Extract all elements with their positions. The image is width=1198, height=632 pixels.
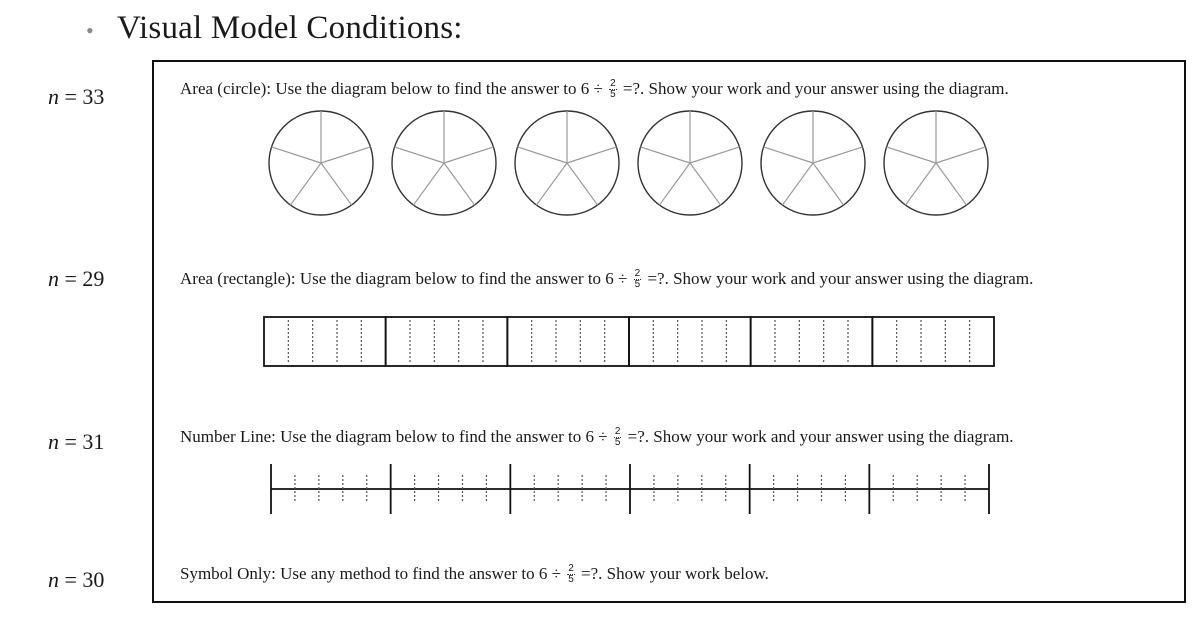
- circle-spoke: [321, 163, 352, 205]
- fraction-rectangle: [507, 317, 629, 366]
- prompt-rectangle: Area (rectangle): Use the diagram below to find the answer to 6 ÷ $\frac{2}{5}$ =?. Show your work and your answer using the diagram.: [180, 267, 1034, 290]
- n-label-symbol: n = 30: [48, 567, 105, 592]
- circle-spoke: [536, 163, 567, 205]
- circle-spoke: [782, 163, 813, 205]
- fraction-rectangle: [386, 317, 508, 366]
- prompt-symbol: Symbol Only: Use any method to find the answer to 6 ÷ $\frac{2}{5}$ =?. Show your work below.: [180, 562, 769, 585]
- fraction-rectangle: [872, 317, 994, 366]
- circle-spoke: [641, 147, 690, 163]
- fraction-rectangle: [629, 317, 751, 366]
- circle-spoke: [690, 163, 721, 205]
- fraction-rectangle: [264, 317, 386, 366]
- circle-spoke: [395, 147, 444, 163]
- fraction-rectangle: [751, 317, 873, 366]
- circle-spoke: [764, 147, 813, 163]
- n-label-rectangle: n = 29: [48, 266, 105, 291]
- circle-spoke: [936, 163, 967, 205]
- circle-spoke: [518, 147, 567, 163]
- circle-spoke: [887, 147, 936, 163]
- circle-spoke: [813, 163, 844, 205]
- circle-spoke: [813, 147, 862, 163]
- circle-spoke: [905, 163, 936, 205]
- circle-spoke: [567, 147, 616, 163]
- circle-spoke: [567, 163, 598, 205]
- prompt-number-line: Number Line: Use the diagram below to find the answer to 6 ÷ $\frac{2}{5}$ =?. Show your work and your answer using the diagram.: [180, 425, 1014, 448]
- circle-spoke: [444, 163, 475, 205]
- circle-spoke: [444, 147, 493, 163]
- n-label-number-line: n = 31: [48, 429, 105, 454]
- circle-spoke: [290, 163, 321, 205]
- fraction-two-fifths: $\frac{2}{5}$: [614, 425, 621, 448]
- prompt-circle: Area (circle): Use the diagram below to find the answer to 6 ÷ $\frac{2}{5}$ =?. Show your work and your answer using the diagram.: [180, 77, 1009, 100]
- circle-spoke: [936, 147, 985, 163]
- circle-spoke: [272, 147, 321, 163]
- circle-spoke: [321, 147, 370, 163]
- fraction-two-fifths: $\frac{2}{5}$: [610, 77, 616, 100]
- circle-spoke: [413, 163, 444, 205]
- circle-spoke: [659, 163, 690, 205]
- slide-heading: Visual Model Conditions:: [117, 10, 463, 46]
- fraction-two-fifths: $\frac{2}{5}$: [634, 267, 641, 290]
- circle-spoke: [690, 147, 739, 163]
- n-label-circle: n = 33: [48, 84, 105, 109]
- fraction-two-fifths: $\frac{2}{5}$: [568, 562, 574, 585]
- bullet-dot: •: [86, 18, 94, 43]
